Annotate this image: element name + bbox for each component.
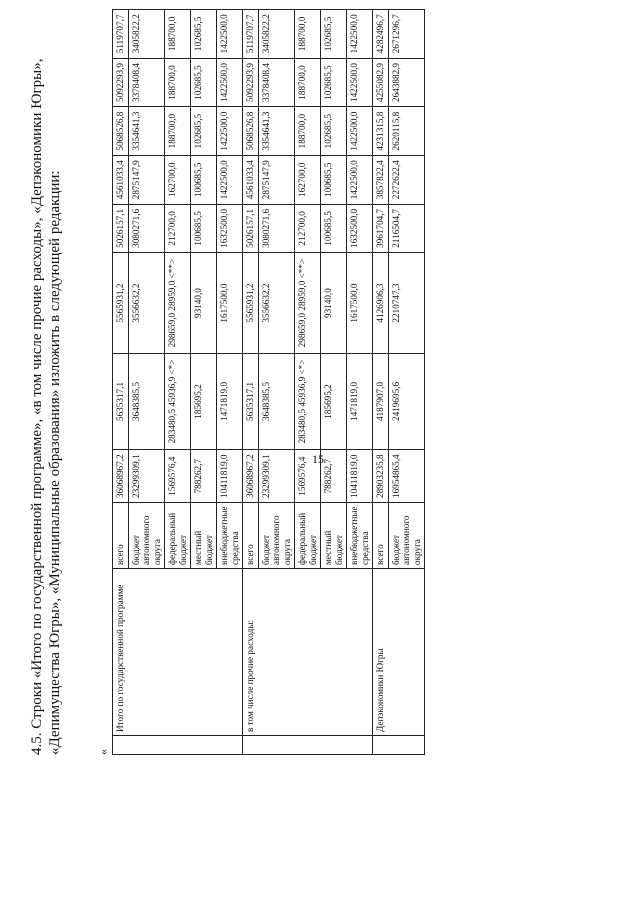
value-cell: 2671296,7 [388,10,425,59]
value-cell: 185695,2 [191,353,217,449]
value-cell: 100685,5 [191,204,217,253]
value-cell: 5119707,7 [113,10,129,59]
value-cell: 5068526,8 [113,107,129,156]
section-heading: 4.5. Строки «Итого по государственной программе», «в том числе прочие расходы», «Депэкономики Югры», «Депимущества Югры», «Муниципальные образования» изложить в следующей редакции: [29,58,63,755]
value-cell: 1471819,0 [347,353,373,449]
value-cell: 1422500,0 [347,107,373,156]
value-cell: 93140,0 [191,253,217,354]
value-cell: 4255082,9 [373,58,389,107]
value-cell: 1617500,0 [217,253,243,354]
value-cell: 4187907,0 [373,353,389,449]
value-cell: 93140,0 [321,253,347,354]
value-cell: 2210747,3 [388,253,425,354]
funding-source-cell: бюджет автономного округа [388,503,425,569]
value-cell: 2875147,9 [258,155,295,204]
value-cell: 188700,0 [165,10,191,59]
value-cell: 3378408,4 [258,58,295,107]
value-cell: 102685,5 [321,107,347,156]
funding-source-cell: всего [243,503,259,569]
table-row [243,10,259,755]
value-cell: 5092293,9 [113,58,129,107]
page-number: 15 [312,452,324,466]
value-cell: 3857822,4 [373,155,389,204]
value-cell: 1422500,0 [347,10,373,59]
value-cell: 5092293,9 [243,58,259,107]
value-cell: 1422500,0 [217,155,243,204]
value-cell: 1569576,4 [165,449,191,502]
value-cell: 36068967,2 [243,449,259,502]
value-cell: 188700,0 [295,58,321,107]
value-cell: 4282496,7 [373,10,389,59]
empty-cell [243,736,373,755]
value-cell: 102685,5 [321,10,347,59]
value-cell: 3405822,2 [128,10,165,59]
funding-source-cell: местный бюджет [191,503,217,569]
value-cell: 4561033,4 [113,155,129,204]
value-cell: 5119707,7 [243,10,259,59]
value-cell: 1569576,4 [295,449,321,502]
table-row [373,10,389,755]
value-cell: 3961704,7 [373,204,389,253]
funding-source-cell: федеральный бюджет [165,503,191,569]
value-cell: 3080271,6 [128,204,165,253]
value-cell: 3648385,5 [258,353,295,449]
value-cell: 102685,5 [191,107,217,156]
empty-cell [113,736,243,755]
value-cell: 5635317,1 [113,353,129,449]
funding-source-cell: местный бюджет [321,503,347,569]
funding-source-cell: бюджет автономного округа [128,503,165,569]
table-row [113,10,129,755]
value-cell: 1422500,0 [217,58,243,107]
value-cell: 212700,0 [295,204,321,253]
value-cell: 788262,7 [321,449,347,502]
value-cell: 1632500,0 [347,204,373,253]
value-cell: 5026157,1 [113,204,129,253]
value-cell: 3556632,2 [128,253,165,354]
value-cell: 3080271,6 [258,204,295,253]
section-label: в том числе прочие расходы: [243,569,373,736]
value-cell: 2620115,8 [388,107,425,156]
value-cell: 1617500,0 [347,253,373,354]
value-cell: 102685,5 [191,10,217,59]
value-cell: 1422500,0 [347,155,373,204]
value-cell: 298659,0 28959,0 <**> [165,253,191,354]
value-cell: 188700,0 [165,107,191,156]
value-cell: 162700,0 [295,155,321,204]
value-cell: 3556632,2 [258,253,295,354]
value-cell: 788262,7 [191,449,217,502]
value-cell: 23299309,1 [128,449,165,502]
funding-source-cell: всего [113,503,129,569]
value-cell: 3378408,4 [128,58,165,107]
value-cell: 1422500,0 [347,58,373,107]
value-cell: 188700,0 [295,107,321,156]
value-cell: 100685,5 [321,155,347,204]
value-cell: 100685,5 [321,204,347,253]
value-cell: 10411819,0 [217,449,243,502]
value-cell: 3354641,3 [258,107,295,156]
value-cell: 4231315,8 [373,107,389,156]
value-cell: 283480,5 45936,9 <*> [295,353,321,449]
value-cell: 102685,5 [321,58,347,107]
value-cell: 3648385,5 [128,353,165,449]
value-cell: 162700,0 [165,155,191,204]
value-cell: 4561033,4 [243,155,259,204]
value-cell: 188700,0 [295,10,321,59]
value-cell: 2272622,4 [388,155,425,204]
empty-cell [373,736,425,755]
value-cell: 3405822,2 [258,10,295,59]
value-cell: 28903235,8 [373,449,389,502]
value-cell: 298659,0 28959,0 <**> [295,253,321,354]
value-cell: 185695,2 [321,353,347,449]
value-cell: 1632500,0 [217,204,243,253]
value-cell: 2643882,9 [388,58,425,107]
value-cell: 283480,5 45936,9 <*> [165,353,191,449]
value-cell: 102685,5 [191,58,217,107]
value-cell: 100685,5 [191,155,217,204]
value-cell: 2875147,9 [128,155,165,204]
value-cell: 2116504,7 [388,204,425,253]
value-cell: 10411819,0 [347,449,373,502]
value-cell: 5565931,2 [243,253,259,354]
value-cell: 1471819,0 [217,353,243,449]
value-cell: 5565931,2 [113,253,129,354]
budget-table-body [113,10,425,755]
value-cell: 3354641,3 [128,107,165,156]
value-cell: 188700,0 [165,58,191,107]
funding-source-cell: всего [373,503,389,569]
value-cell: 23299309,1 [258,449,295,502]
funding-source-cell: федеральный бюджет [295,503,321,569]
funding-source-cell: внебюджетные средства [347,503,373,569]
value-cell: 16954865,4 [388,449,425,502]
section-label: Итого по государственной программе [113,569,243,736]
value-cell: 1422500,0 [217,107,243,156]
value-cell: 5635317,1 [243,353,259,449]
value-cell: 212700,0 [165,204,191,253]
section-label: Депэкономики Югры [373,569,425,736]
value-cell: 36068967,2 [113,449,129,502]
value-cell: 2419695,6 [388,353,425,449]
funding-source-cell: бюджет автономного округа [258,503,295,569]
opening-quote: « [96,749,110,755]
value-cell: 5068526,8 [243,107,259,156]
value-cell: 1422500,0 [217,10,243,59]
value-cell: 5026157,1 [243,204,259,253]
budget-table [112,9,425,755]
funding-source-cell: внебюджетные средства [217,503,243,569]
value-cell: 4126906,3 [373,253,389,354]
